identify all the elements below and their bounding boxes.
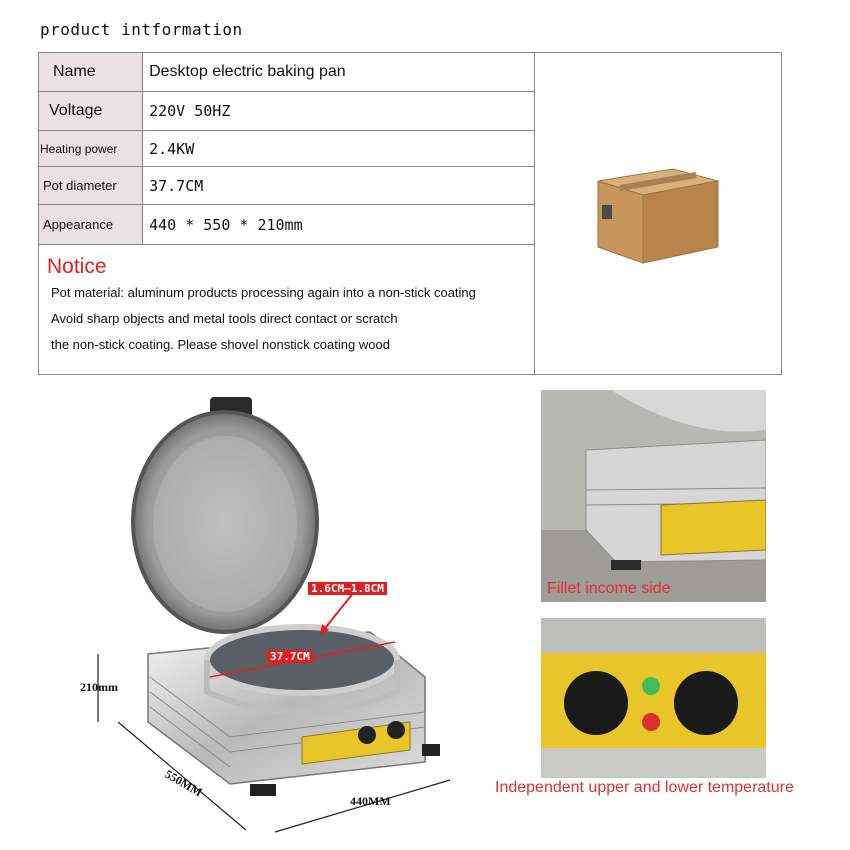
notice-line: Pot material: aluminum products processing again into a non-stick coating [51,285,476,300]
upper-temperature-knob[interactable] [564,671,628,735]
spec-table [38,52,782,375]
depth-label: 550MM [162,766,205,800]
spec-label-name: Name [39,53,143,92]
notice-line: the non-stick coating. Please shovel nonstick coating wood [51,337,390,352]
spec-label-appearance: Appearance [39,205,143,245]
spec-label-voltage: Voltage [39,92,143,131]
height-label: 210mm [80,680,118,694]
spec-value-name: Desktop electric baking pan [143,53,535,92]
side-caption: Fillet income side [547,580,671,597]
diameter-label: 37.7CM [267,650,313,663]
rim-arrow [322,592,354,632]
spec-value-appearance: 440 * 550 * 210mm [143,205,535,245]
spec-value-heating-power: 2.4KW [143,131,535,167]
notice-title: Notice [47,255,107,278]
lower-temperature-knob[interactable] [674,671,738,735]
box-image-cell [534,53,781,375]
control-detail-photo [541,618,766,778]
width-label: 440MM [350,794,391,808]
spec-label-pot-diameter: Pot diameter [39,167,143,205]
temperature-caption: Independent upper and lower temperature [495,779,794,796]
product-photo [70,392,490,842]
notice-line: Avoid sharp objects and metal tools direct contact or scratch [51,311,398,326]
side-detail-photo [541,390,766,602]
notice-cell [39,245,535,375]
cardboard-box-icon [588,151,728,271]
page-heading: product intformation [40,20,243,39]
spec-value-voltage: 220V 50HZ [143,92,535,131]
spec-value-pot-diameter: 37.7CM [143,167,535,205]
spec-label-heating-power: Heating power [39,131,143,167]
rim-thickness-label: 1.6CM—1.8CM [308,582,387,595]
